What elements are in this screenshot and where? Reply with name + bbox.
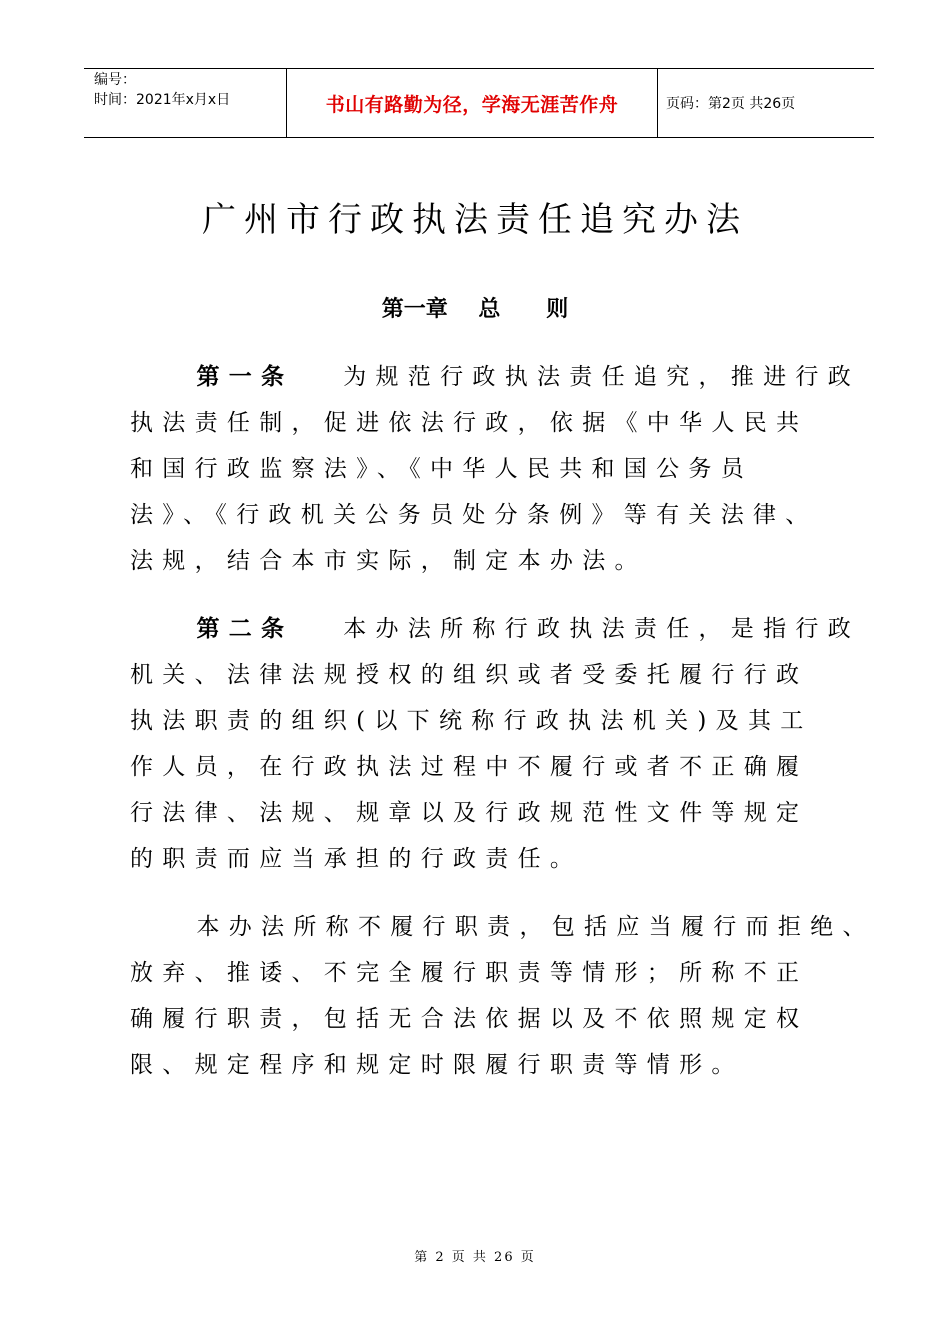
chapter-heading: 第一章 总 则 (381, 297, 569, 322)
article-1-line-3: 和国行政监察法》、《中华人民共和国公务员 (130, 456, 753, 482)
paragraph-3 (130, 904, 875, 1088)
paragraph-3-line-4: 限、规定程序和规定时限履行职责等情形。 (130, 1052, 744, 1078)
header-motto-cell (286, 69, 658, 137)
header-page-cell (658, 69, 874, 137)
article-2-line-1 (130, 606, 861, 652)
article-2 (130, 606, 861, 882)
article-2-line-5: 行法律、法规、规章以及行政规范性文件等规定 (130, 800, 809, 826)
article-1-text-1: 为规范行政执法责任追究，推进行政 (343, 364, 861, 390)
article-1-label: 第一条 (196, 364, 294, 390)
article-1 (130, 354, 861, 584)
motto-text: 书山有路勤为径，学海无涯苦作舟 (325, 93, 619, 116)
time-label: 时间：2021年x月x日 (94, 92, 231, 108)
article-2-line-3: 执法职责的组织(以下统称行政执法机关)及其工 (130, 708, 813, 734)
page-footer: 第 2 页 共 26 页 (414, 1250, 536, 1265)
article-1-line-5: 法规，结合本市实际，制定本办法。 (130, 548, 647, 574)
article-2-text-1: 本办法所称行政执法责任，是指行政 (343, 616, 861, 642)
document-title: 广州市行政执法责任追究办法 (202, 200, 748, 240)
header-table (84, 68, 874, 138)
header-meta-cell (84, 69, 286, 137)
article-1-line-1 (130, 354, 861, 400)
article-2-line-2: 机关、法律法规授权的组织或者受委托履行行政 (130, 662, 809, 688)
paragraph-3-line-1 (130, 904, 875, 950)
article-2-line-4: 作人员，在行政执法过程中不履行或者不正确履 (130, 754, 809, 780)
page-code: 页码：第2页 共26页 (666, 96, 796, 112)
paragraph-3-text-1: 本办法所称不履行职责，包括应当履行而拒绝、 (196, 914, 875, 940)
number-label: 编号： (94, 72, 136, 88)
article-2-label: 第二条 (196, 616, 294, 642)
article-1-line-2: 执法责任制，促进依法行政，依据《中华人民共 (130, 410, 809, 436)
paragraph-3-line-2: 放弃、推诿、不完全履行职责等情形；所称不正 (130, 960, 809, 986)
article-1-line-4: 法》、《行政机关公务员处分条例》等有关法律、 (130, 502, 818, 528)
article-2-line-6: 的职责而应当承担的行政责任。 (130, 846, 583, 872)
paragraph-3-line-3: 确履行职责，包括无合法依据以及不依照规定权 (130, 1006, 809, 1032)
